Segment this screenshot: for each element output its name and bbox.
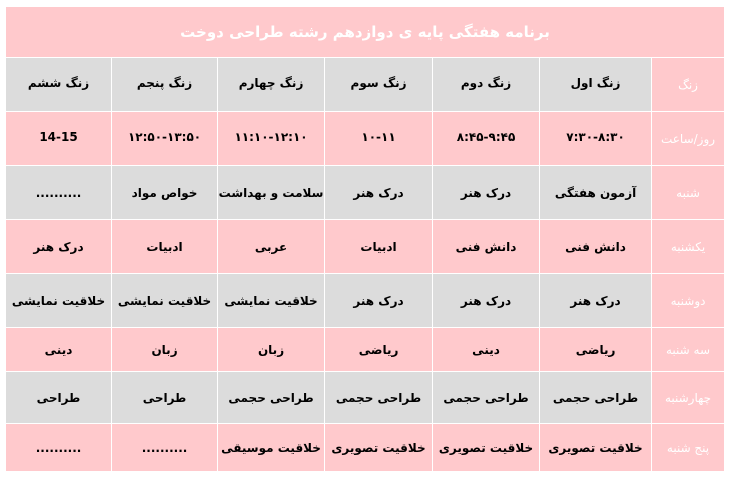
class-cell: دانش فنی <box>540 220 652 274</box>
day-row-monday <box>6 274 725 328</box>
time-cell: 14-15 <box>6 112 112 166</box>
class-cell: .......... <box>6 424 112 472</box>
class-cell: سلامت و بهداشت <box>218 166 325 220</box>
class-cell: عربی <box>218 220 325 274</box>
time-cell: ۱۰-۱۱ <box>325 112 433 166</box>
period-header: زنگ سوم <box>325 58 433 112</box>
class-cell: درک هنر <box>540 274 652 328</box>
class-cell: خواص مواد <box>112 166 218 220</box>
class-cell: دینی <box>6 328 112 372</box>
class-cell: طراحی حجمی <box>218 372 325 424</box>
class-cell: خلاقیت تصویری <box>325 424 433 472</box>
day-label: چهارشنبه <box>652 372 725 424</box>
class-cell: زبان <box>112 328 218 372</box>
class-cell: دینی <box>433 328 540 372</box>
class-cell: خلاقیت تصویری <box>540 424 652 472</box>
class-cell: دانش فنی <box>433 220 540 274</box>
day-row-sunday <box>6 220 725 274</box>
class-cell: طراحی حجمی <box>433 372 540 424</box>
class-cell: آزمون هفتگی <box>540 166 652 220</box>
weekly-schedule-table <box>5 6 725 472</box>
day-label: یکشنبه <box>652 220 725 274</box>
class-cell: درک هنر <box>6 220 112 274</box>
class-cell: طراحی <box>6 372 112 424</box>
class-cell: خلاقیت نمایشی <box>218 274 325 328</box>
class-cell: ادبیات <box>325 220 433 274</box>
time-cell: ۷:۳۰-۸:۳۰ <box>540 112 652 166</box>
period-header: زنگ چهارم <box>218 58 325 112</box>
class-cell: طراحی <box>112 372 218 424</box>
period-header: زنگ اول <box>540 58 652 112</box>
class-cell: ادبیات <box>112 220 218 274</box>
time-cell: ۸:۴۵-۹:۴۵ <box>433 112 540 166</box>
schedule-title: برنامه هفتگی پایه ی دوازدهم رشته طراحی دوخت <box>6 7 725 58</box>
class-cell: .......... <box>112 424 218 472</box>
class-cell: طراحی حجمی <box>325 372 433 424</box>
day-label: شنبه <box>652 166 725 220</box>
time-cell: ۱۱:۱۰-۱۲:۱۰ <box>218 112 325 166</box>
class-cell: خلاقیت موسیقی <box>218 424 325 472</box>
period-header-label: زنگ <box>652 58 725 112</box>
class-cell: زبان <box>218 328 325 372</box>
day-row-wednesday <box>6 372 725 424</box>
period-header: زنگ دوم <box>433 58 540 112</box>
time-row-label: روز/ساعت <box>652 112 725 166</box>
class-cell: .......... <box>6 166 112 220</box>
day-label: سه شنبه <box>652 328 725 372</box>
day-row-thursday <box>6 424 725 472</box>
period-header: زنگ پنجم <box>112 58 218 112</box>
class-cell: درک هنر <box>325 274 433 328</box>
class-cell: خلاقیت نمایشی <box>112 274 218 328</box>
class-cell: خلاقیت نمایشی <box>6 274 112 328</box>
class-cell: طراحی حجمی <box>540 372 652 424</box>
class-cell: درک هنر <box>433 166 540 220</box>
class-cell: درک هنر <box>325 166 433 220</box>
schedule-container <box>5 6 724 472</box>
day-row-tuesday <box>6 328 725 372</box>
time-cell: ۱۲:۵۰-۱۳:۵۰ <box>112 112 218 166</box>
day-label: دوشنبه <box>652 274 725 328</box>
class-cell: ریاضی <box>325 328 433 372</box>
day-row-saturday <box>6 166 725 220</box>
day-label: پنج شنبه <box>652 424 725 472</box>
period-header: زنگ ششم <box>6 58 112 112</box>
class-cell: ریاضی <box>540 328 652 372</box>
class-cell: خلاقیت تصویری <box>433 424 540 472</box>
class-cell: درک هنر <box>433 274 540 328</box>
